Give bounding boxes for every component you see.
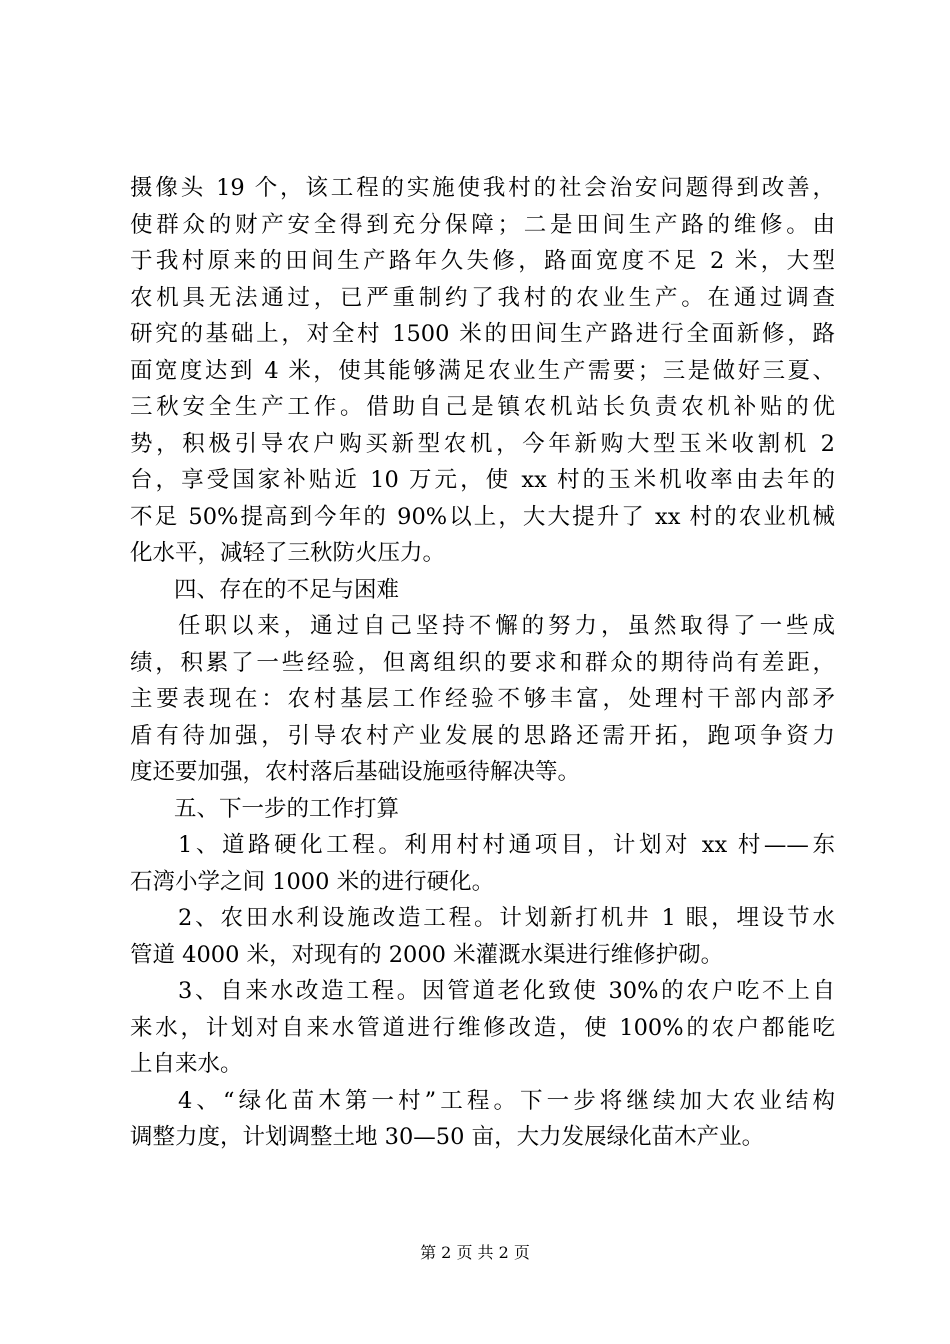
text-line: 摄像头 19 个，该工程的实施使我村的社会治安问题得到改善， bbox=[130, 175, 835, 201]
text-line: 上自来水。 bbox=[130, 1051, 243, 1077]
text-line: 盾有待加强，引导农村产业发展的思路还需开拓，跑项争资力 bbox=[130, 722, 835, 749]
text-line: 农机具无法通过，已严重制约了我村的农业生产。在通过调查 bbox=[130, 284, 835, 311]
text-line: 主要表现在：农村基层工作经验不够丰富，处理村干部内部矛 bbox=[130, 686, 835, 712]
section-heading: 四、存在的不足与困难 bbox=[174, 576, 400, 603]
text-line: 绩，积累了一些经验，但离组织的要求和群众的期待尚有差距， bbox=[130, 649, 835, 676]
text-line: 不足 50%提高到今年的 90%以上，大大提升了 xx 村的农业机械 bbox=[130, 503, 835, 530]
text-line: 3、自来水改造工程。因管道老化致使 30%的农户吃不上自 bbox=[178, 978, 835, 1004]
text-line: 化水平，减轻了三秋防火压力。 bbox=[130, 540, 446, 566]
text-line: 研究的基础上，对全村 1500 米的田间生产路进行全面新修，路 bbox=[130, 321, 835, 347]
text-line: 4、“绿化苗木第一村”工程。下一步将继续加大农业结构 bbox=[178, 1087, 835, 1114]
text-line: 于我村原来的田间生产路年久失修，路面宽度不足 2 米，大型 bbox=[130, 248, 835, 274]
text-line: 2、农田水利设施改造工程。计划新打机井 1 眼，埋设节水 bbox=[178, 905, 835, 931]
text-line: 使群众的财产安全得到充分保障；二是田间生产路的维修。由 bbox=[130, 211, 835, 238]
text-line: 石湾小学之间 1000 米的进行硬化。 bbox=[130, 868, 495, 895]
text-line: 台，享受国家补贴近 10 万元，使 xx 村的玉米机收率由去年的 bbox=[130, 467, 835, 493]
section-heading: 五、下一步的工作打算 bbox=[174, 795, 400, 822]
text-line: 来水，计划对自来水管道进行维修改造，使 100%的农户都能吃 bbox=[130, 1014, 835, 1041]
text-line: 1、道路硬化工程。利用村村通项目，计划对 xx 村——东 bbox=[178, 832, 835, 858]
page-number-footer: 第 2 页 共 2 页 bbox=[420, 1243, 530, 1262]
text-line: 度还要加强，农村落后基础设施亟待解决等。 bbox=[130, 759, 581, 785]
text-line: 势，积极引导农户购买新型农机，今年新购大型玉米收割机 2 bbox=[130, 430, 835, 457]
text-line: 管道 4000 米，对现有的 2000 米灌溉水渠进行维修护砌。 bbox=[130, 941, 724, 968]
text-line: 面宽度达到 4 米，使其能够满足农业生产需要；三是做好三夏、 bbox=[130, 357, 835, 384]
text-line: 调整力度，计划调整土地 30—50 亩，大力发展绿化苗木产业。 bbox=[130, 1124, 765, 1150]
document-body bbox=[130, 170, 835, 1156]
text-line: 三秋安全生产工作。借助自己是镇农机站长负责农机补贴的优 bbox=[130, 394, 835, 420]
text-line: 任职以来，通过自己坚持不懈的努力，虽然取得了一些成 bbox=[178, 613, 835, 639]
